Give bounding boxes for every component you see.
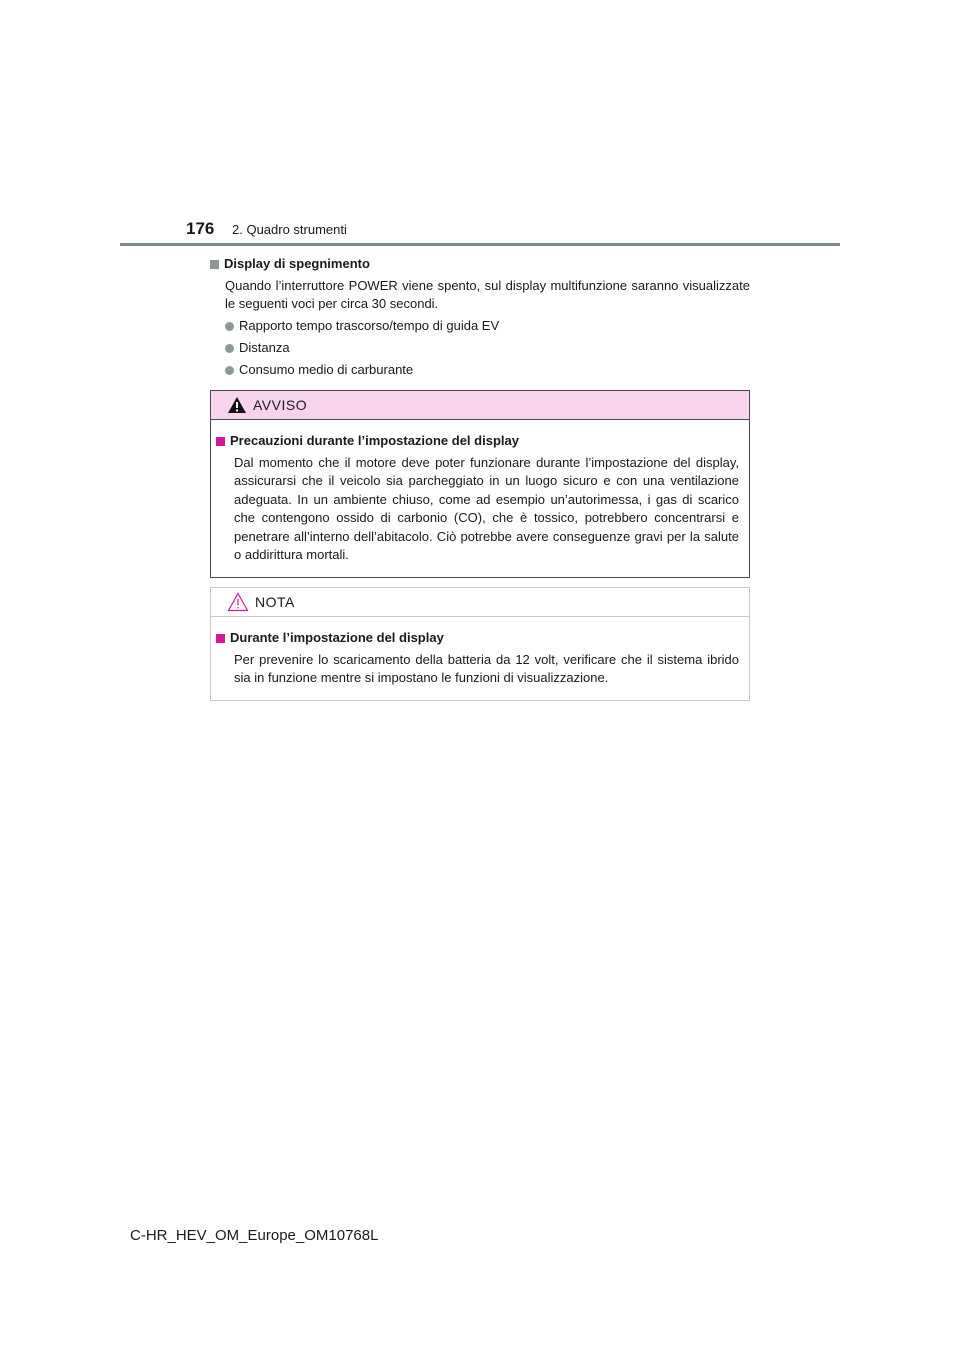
main-content [210,255,750,383]
square-bullet-icon [210,260,219,269]
list-item [225,317,750,335]
note-text: Per prevenire lo scaricamento della batteria da 12 volt, verificare che il sistema ibrido sia in funzione mentre si impostano le funzioni di visualizzazione. [234,651,739,685]
section-title: 2. Quadro strumenti [232,222,347,237]
document-code: C-HR_HEV_OM_Europe_OM10768L [130,1227,379,1244]
square-bullet-icon [216,437,225,446]
round-bullet-icon [225,366,234,375]
list-item-text: Rapporto tempo trascorso/tempo di guida EV [239,318,500,333]
display-off-heading-text: Display di spegnimento [224,256,370,271]
note-header [211,588,749,617]
display-items-list [225,317,750,379]
warning-label: AVVISO [253,396,308,413]
warning-body [211,420,749,577]
list-item [225,339,750,357]
note-heading-text: Durante l’impostazione del display [230,630,444,645]
list-item-text: Distanza [239,340,290,355]
display-off-heading [210,255,750,273]
header-divider [120,243,840,246]
warning-triangle-icon [227,396,247,414]
display-off-paragraph: Quando l’interruttore POWER viene spento, sul display multifunzione saranno visualizzate le seguenti voci per circa 30 secondi. [225,278,750,311]
list-item-text: Consumo medio di carburante [239,362,414,377]
note-heading [216,629,739,648]
round-bullet-icon [225,344,234,353]
list-item [225,361,750,379]
warning-header [211,391,749,420]
warning-text: Dal momento che il motore deve poter funzionare durante l’impostazione del display, assicurarsi che il veicolo sia parcheggiato in un luogo sicuro e con una ventilazione adeguata. In un ambiente chiuso, come ad esempio un’autorimessa, i gas di scarico che contengono ossido di carbonio (CO), che è tossico, potrebbero concentrarsi e penetrare all’interno dell’abitacolo. Ciò potrebbe avere conseguenze gravi per la salute o addirittura mortali. [234,454,739,562]
warning-box [210,390,750,578]
square-bullet-icon [216,634,225,643]
caution-triangle-outline-icon [227,592,249,612]
note-box [210,587,750,701]
warning-heading-text: Precauzioni durante l’impostazione del display [230,433,519,448]
round-bullet-icon [225,322,234,331]
note-label: NOTA [255,593,295,610]
warning-heading [216,432,739,451]
page-number: 176 [186,219,215,238]
note-body [211,617,749,700]
